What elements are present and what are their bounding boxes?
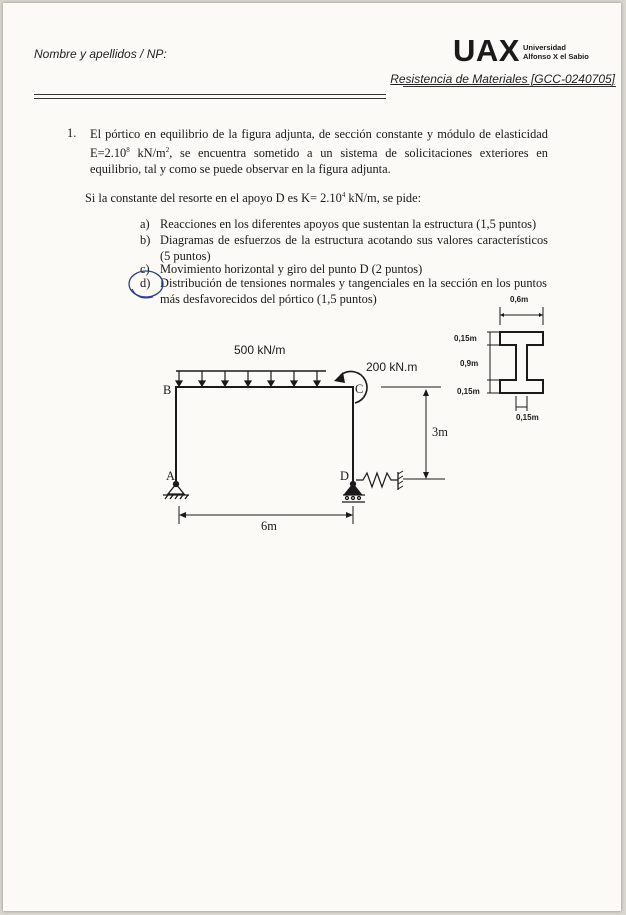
list-item-letter: d) <box>140 276 151 290</box>
spring-icon <box>356 473 398 487</box>
list-item-letter: c) <box>140 262 150 276</box>
node-label-a: A <box>166 469 175 483</box>
node-label-b: B <box>163 383 172 397</box>
portal-frame <box>176 387 353 481</box>
node-label-d: D <box>340 469 349 483</box>
list-item: Diagramas de esfuerzos de la estructura acotando sus valores característicos (5 puntos) <box>160 233 548 263</box>
university-name: Universidad Alfonso X el Sabio <box>523 43 589 61</box>
course-title: Resistencia de Materiales [GCC-0240705] <box>390 72 615 86</box>
dimension-arrowhead <box>423 389 429 396</box>
structure-diagram <box>3 3 621 911</box>
node-label-c: C <box>355 382 364 396</box>
exam-sheet <box>3 3 621 911</box>
list-item: Reacciones en los diferentes apoyos que sustentan la estructura (1,5 puntos) <box>160 217 537 231</box>
i-beam-section <box>500 332 543 393</box>
spring-constant-line: Si la constante del resorte en el apoyo D es $K= 2.10^4$ kN/m, se pide: <box>85 191 422 206</box>
dimension-arrowhead <box>179 512 186 518</box>
pin-support-d <box>342 482 365 503</box>
dimension-arrowhead <box>423 472 429 479</box>
pin-support-a <box>163 482 189 500</box>
list-item-letter: a) <box>140 217 150 231</box>
dimension-arrowhead <box>539 313 543 317</box>
width-label: 6m <box>261 519 277 533</box>
list-item: Distribución de tensiones normales y tangenciales en la sección en los puntos más desfavorecidos del pórtico (1,5 puntos) <box>160 276 547 306</box>
dimension-arrowhead <box>500 313 504 317</box>
spring-wall-hatch <box>398 471 403 489</box>
question-statement: El pórtico en equilibrio de la figura adjunta, de sección constante y módulo de elasticidad $E=2.10^8$ $kN/m^2$, se encuentra sometido a un sistema de solicitaciones exteriores en equilibrio, tal y como se puede observar en la figura adjunta. <box>90 127 548 177</box>
flange-thickness-label: 0,15m <box>454 334 477 343</box>
student-name-label: Nombre y apellidos / NP: <box>34 47 167 61</box>
list-item-letter: b) <box>140 233 151 247</box>
web-thickness-label: 0,15m <box>516 413 539 422</box>
web-height-label: 0,9m <box>460 359 479 368</box>
distributed-load-label: 500 kN/m <box>234 343 286 357</box>
distributed-load-arrows <box>176 371 320 386</box>
list-item: Movimiento horizontal y giro del punto D (2 puntos) <box>160 262 423 276</box>
flange-thickness-label: 0,15m <box>457 387 480 396</box>
moment-label: 200 kN.m <box>366 360 418 374</box>
university-logo: UAX <box>453 33 520 68</box>
dimension-arrowhead <box>346 512 353 518</box>
flange-width-label: 0,6m <box>510 295 529 304</box>
height-label: 3m <box>432 425 448 439</box>
question-number: 1. <box>67 126 77 140</box>
